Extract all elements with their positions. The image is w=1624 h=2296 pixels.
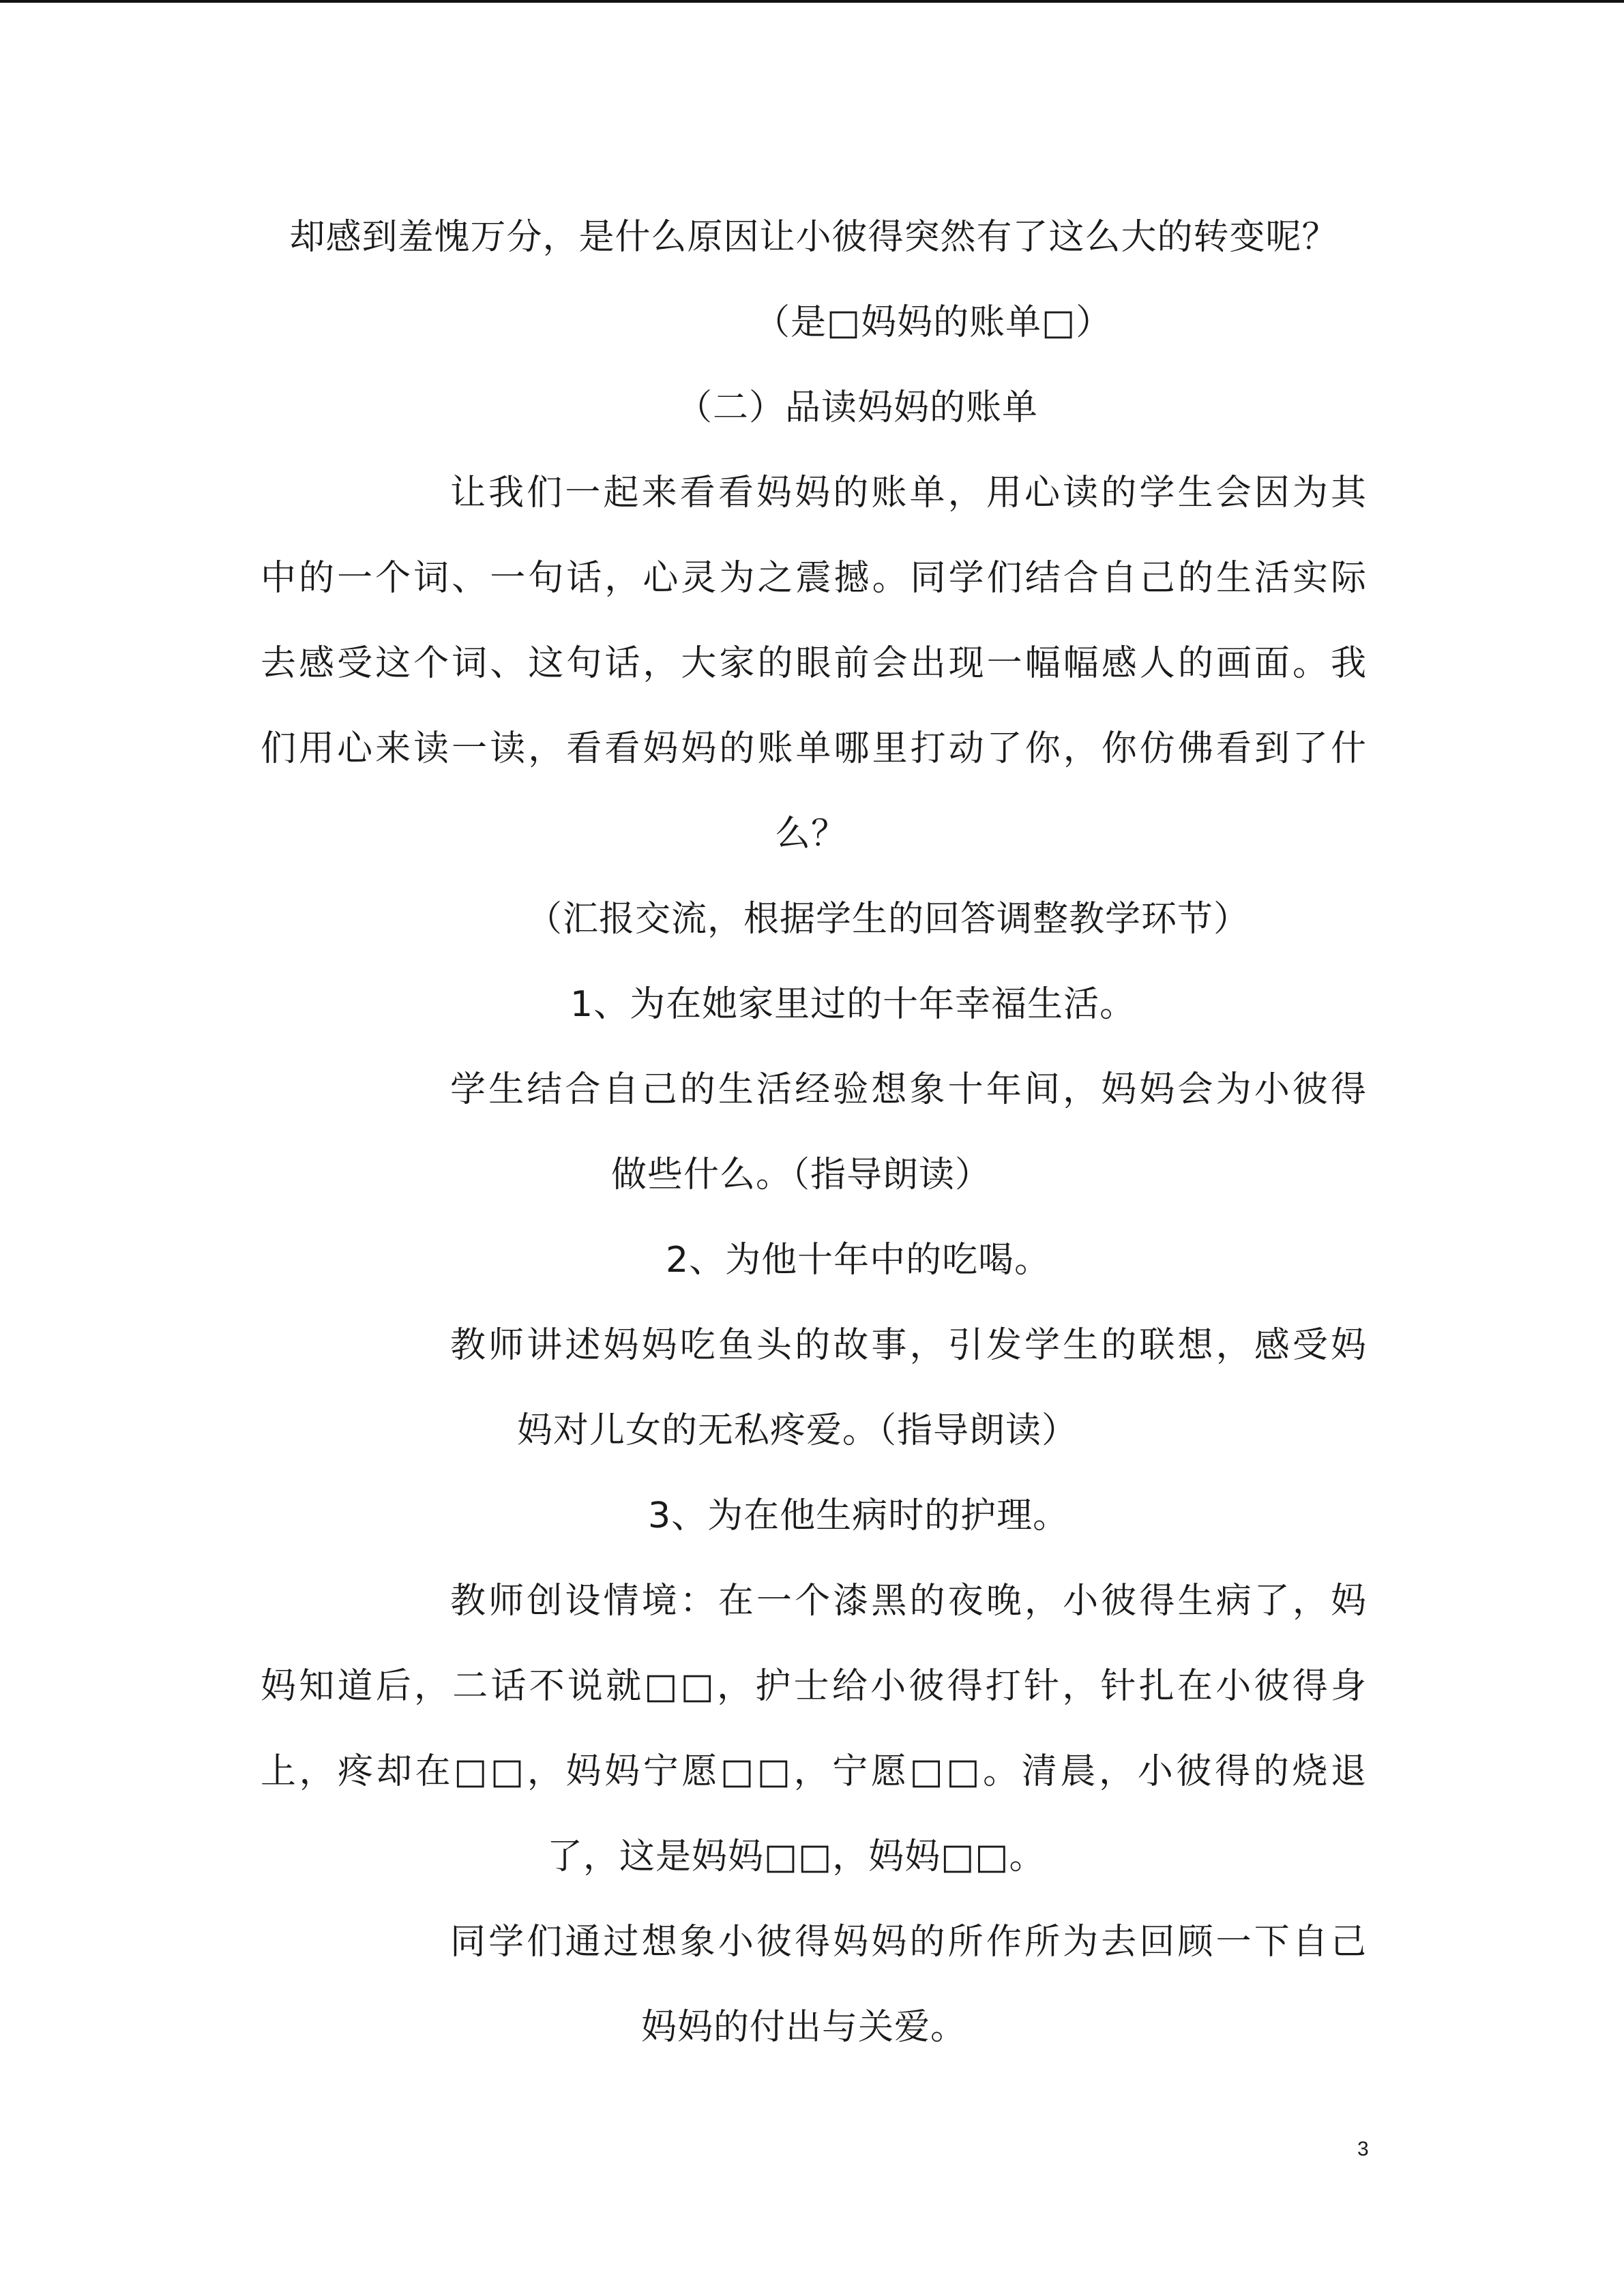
- note-line: （汇报交流，根据学生的回答调整教学环节）: [527, 899, 1250, 940]
- page-top-border: [0, 0, 1624, 3]
- bill-item-3-text-2: 妈知道后，二话不说就□□，护士给小彼得打针，针扎在小彼得身: [261, 1666, 1367, 1707]
- paragraph-line-5: 么？: [775, 814, 848, 854]
- bill-item-1-text-2: 做些什么。（指导朗读）: [611, 1154, 992, 1195]
- section-heading: （二）品读妈妈的账单: [677, 387, 1039, 428]
- closing-line-2: 妈妈的付出与关爱。: [641, 2007, 967, 2048]
- closing-line-1: 同学们通过想象小彼得妈妈的所作所为去回顾一下自己: [450, 1922, 1367, 1963]
- bill-item-2-text-1: 教师讲述妈妈吃鱼头的故事，引发学生的联想，感受妈: [450, 1325, 1367, 1366]
- bill-item-2-title: 2、为他十年中的吃喝。: [666, 1240, 1051, 1281]
- bill-item-3-text-1: 教师创设情境：在一个漆黑的夜晚，小彼得生病了，妈: [450, 1581, 1367, 1622]
- bill-item-3-text-4: 了，这是妈妈□□，妈妈□□。: [547, 1836, 1046, 1877]
- text-line-1: 却感到羞愧万分，是什么原因让小彼得突然有了这么大的转变呢？: [289, 217, 1338, 258]
- bill-item-3-title: 3、为在他生病时的护理。: [648, 1495, 1069, 1536]
- page-number: 3: [1357, 2138, 1369, 2160]
- paragraph-line-1: 让我们一起来看看妈妈的账单，用心读的学生会因为其: [450, 473, 1367, 513]
- bill-item-2-text-2: 妈对儿女的无私疼爱。（指导朗读）: [517, 1410, 1078, 1451]
- text-line-2: （是□妈妈的账单□）: [754, 302, 1112, 343]
- paragraph-line-3: 去感受这个词、这句话，大家的眼前会出现一幅幅感人的画面。我: [261, 643, 1367, 684]
- paragraph-line-2: 中的一个词、一句话，心灵为之震撼。同学们结合自己的生活实际: [261, 558, 1367, 599]
- bill-item-3-text-3: 上，疼却在□□，妈妈宁愿□□，宁愿□□。清晨，小彼得的烧退: [261, 1751, 1367, 1792]
- bill-item-1-text-1: 学生结合自己的生活经验想象十年间，妈妈会为小彼得: [450, 1069, 1367, 1110]
- bill-item-1-title: 1、为在她家里过的十年幸福生活。: [570, 984, 1136, 1025]
- paragraph-line-4: 们用心来读一读，看看妈妈的账单哪里打动了你，你仿佛看到了什: [261, 728, 1367, 769]
